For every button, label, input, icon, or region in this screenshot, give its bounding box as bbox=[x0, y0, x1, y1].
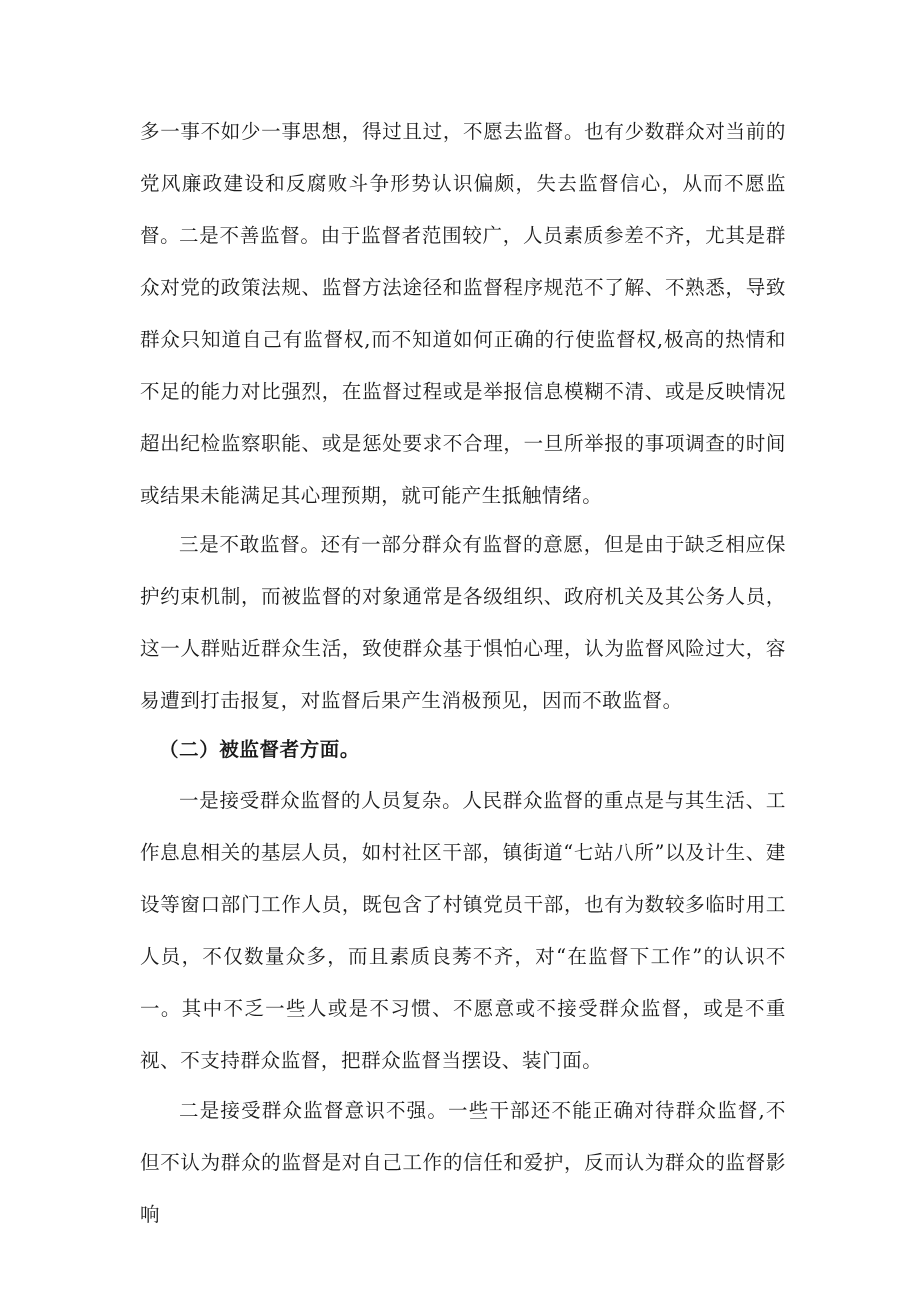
paragraph-bu-gan-jian-du: 三是不敢监督。还有一部分群众有监督的意愿，但是由于缺乏相应保护约束机制，而被监督的对象通常是各级组织、政府机关及其公务人员，这一人群贴近群众生活，致使群众基于惧怕心理，认为监督风险过大，容易遭到打击报复，对监督后果产生消极预见，因而不敢监督。 bbox=[140, 533, 786, 712]
paragraph-bu-shan-jian-du: 二是不善监督。由于监督者范围较广，人员素质参差不齐，尤其是群众对党的政策法规、监督方法途径和监督程序规范不了解、不熟悉，导致群众只知道自己有监督权,而不知道如何正确的行使监督权,极高的热情和不足的能力对比强烈，在监督过程或是举报信息模糊不清、或是反映情况超出纪检监察职能、或是惩处要求不合理，一旦所举报的事项调查的时间或结果未能满足其心理预期，就可能产生抵触情绪。 bbox=[140, 224, 786, 507]
paragraph-personnel-complex: 一是接受群众监督的人员复杂。人民群众监督的重点是与其生活、工作息息相关的基层人员，如村社区干部，镇街道“七站八所”以及计生、建设等窗口部门工作人员，既包含了村镇党员干部，也有为数较多临时用工人员，不仅数量众多，而且素质良莠不齐，对“在监督下工作”的认识不一。其中不乏一些人或是不习惯、不愿意或不接受群众监督，或是不重视、不支持群众监督，把群众监督当摆设、装门面。 bbox=[140, 789, 786, 1072]
paragraph-awareness-weak: 二是接受群众监督意识不强。一些干部还不能正确对待群众监督,不但不认为群众的监督是对自己工作的信任和爱护，反而认为群众的监督影响 bbox=[140, 1099, 786, 1226]
paragraph-continuation: 多一事不如少一事思想，得过且过，不愿去监督。也有少数群众对当前的党风廉政建设和反腐败斗争形势认识偏颇，失去监督信心，从而不愿监督。 bbox=[140, 120, 786, 247]
section-heading-supervised-side: （二）被监督者方面。 bbox=[159, 738, 361, 761]
